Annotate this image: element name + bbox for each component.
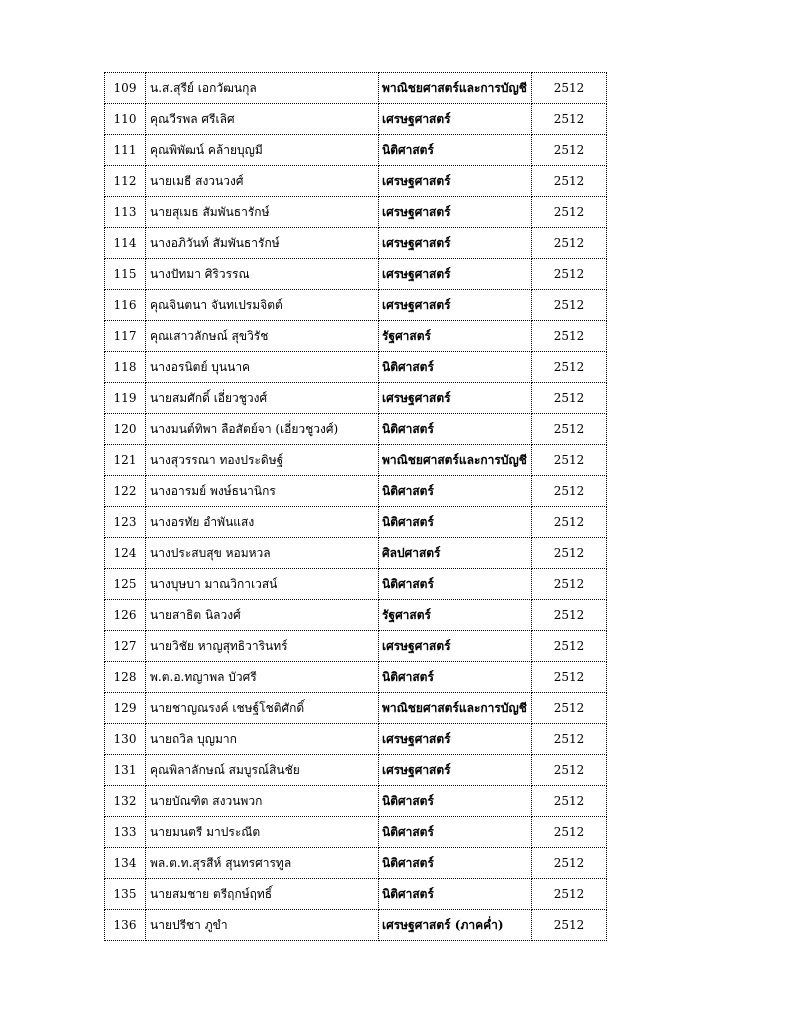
graduation-year: 2512 — [532, 817, 607, 848]
graduation-year: 2512 — [532, 476, 607, 507]
graduation-year: 2512 — [532, 786, 607, 817]
graduation-year: 2512 — [532, 445, 607, 476]
table-row — [105, 724, 607, 755]
graduation-year: 2512 — [532, 321, 607, 352]
faculty-name: นิติศาสตร์ — [379, 507, 532, 538]
person-name: นายสุเมธ สัมพันธารักษ์ — [146, 197, 379, 228]
table-row — [105, 321, 607, 352]
faculty-name: รัฐศาสตร์ — [379, 321, 532, 352]
table-row — [105, 352, 607, 383]
faculty-name: นิติศาสตร์ — [379, 848, 532, 879]
person-name: น.ส.สุรีย์ เอกวัฒนกุล — [146, 73, 379, 104]
row-number: 125 — [105, 569, 146, 600]
row-number: 122 — [105, 476, 146, 507]
table-row — [105, 476, 607, 507]
table-row — [105, 414, 607, 445]
row-number: 123 — [105, 507, 146, 538]
table-row — [105, 538, 607, 569]
faculty-name: เศรษฐศาสตร์ — [379, 228, 532, 259]
faculty-name: เศรษฐศาสตร์ — [379, 631, 532, 662]
person-name: พล.ต.ท.สุรสีห์ สุนทรศารทูล — [146, 848, 379, 879]
graduation-year: 2512 — [532, 755, 607, 786]
person-name: คุณพิพัฒน์ คล้ายบุญมี — [146, 135, 379, 166]
faculty-name: เศรษฐศาสตร์ — [379, 755, 532, 786]
table-row — [105, 104, 607, 135]
person-name: นายวิชัย หาญสุทธิวารินทร์ — [146, 631, 379, 662]
row-number: 119 — [105, 383, 146, 414]
faculty-name: นิติศาสตร์ — [379, 569, 532, 600]
alumni-table-body — [105, 73, 607, 941]
row-number: 116 — [105, 290, 146, 321]
faculty-name: นิติศาสตร์ — [379, 352, 532, 383]
person-name: นางอรทัย อำพันแสง — [146, 507, 379, 538]
row-number: 135 — [105, 879, 146, 910]
faculty-name: พาณิชยศาสตร์และการบัญชี — [379, 445, 532, 476]
row-number: 121 — [105, 445, 146, 476]
table-row — [105, 693, 607, 724]
row-number: 129 — [105, 693, 146, 724]
table-row — [105, 383, 607, 414]
row-number: 112 — [105, 166, 146, 197]
table-row — [105, 631, 607, 662]
person-name: นายสมศักดิ์ เอี่ยวชูวงศ์ — [146, 383, 379, 414]
row-number: 131 — [105, 755, 146, 786]
person-name: นางบุษบา มาณวิกาเวสน์ — [146, 569, 379, 600]
row-number: 110 — [105, 104, 146, 135]
graduation-year: 2512 — [532, 631, 607, 662]
table-row — [105, 755, 607, 786]
faculty-name: เศรษฐศาสตร์ — [379, 197, 532, 228]
alumni-table — [104, 72, 607, 941]
faculty-name: เศรษฐศาสตร์ — [379, 290, 532, 321]
faculty-name: พาณิชยศาสตร์และการบัญชี — [379, 693, 532, 724]
table-row — [105, 290, 607, 321]
graduation-year: 2512 — [532, 414, 607, 445]
faculty-name: ศิลปศาสตร์ — [379, 538, 532, 569]
person-name: นางอรนิตย์ บุนนาค — [146, 352, 379, 383]
graduation-year: 2512 — [532, 73, 607, 104]
person-name: นายสมชาย ตรีฤกษ์ฤทธิ์ — [146, 879, 379, 910]
faculty-name: รัฐศาสตร์ — [379, 600, 532, 631]
row-number: 109 — [105, 73, 146, 104]
row-number: 127 — [105, 631, 146, 662]
faculty-name: นิติศาสตร์ — [379, 817, 532, 848]
person-name: คุณเสาวลักษณ์ สุขวิรัช — [146, 321, 379, 352]
graduation-year: 2512 — [532, 600, 607, 631]
faculty-name: เศรษฐศาสตร์ — [379, 104, 532, 135]
person-name: คุณวีรพล ศรีเลิศ — [146, 104, 379, 135]
graduation-year: 2512 — [532, 724, 607, 755]
graduation-year: 2512 — [532, 135, 607, 166]
person-name: นางประสบสุข หอมหวล — [146, 538, 379, 569]
table-row — [105, 786, 607, 817]
faculty-name: นิติศาสตร์ — [379, 879, 532, 910]
row-number: 113 — [105, 197, 146, 228]
person-name: นายเมธี สงวนวงศ์ — [146, 166, 379, 197]
table-row — [105, 135, 607, 166]
table-row — [105, 600, 607, 631]
table-row — [105, 228, 607, 259]
table-row — [105, 507, 607, 538]
person-name: นายมนตรี มาประณีต — [146, 817, 379, 848]
graduation-year: 2512 — [532, 662, 607, 693]
graduation-year: 2512 — [532, 879, 607, 910]
row-number: 132 — [105, 786, 146, 817]
table-row — [105, 662, 607, 693]
graduation-year: 2512 — [532, 569, 607, 600]
graduation-year: 2512 — [532, 693, 607, 724]
person-name: นายถวิล บุญมาก — [146, 724, 379, 755]
person-name: นายชาญณรงค์ เชษฐ์โชติศักดิ์ — [146, 693, 379, 724]
person-name: นางอารมย์ พงษ์ธนานิกร — [146, 476, 379, 507]
row-number: 118 — [105, 352, 146, 383]
faculty-name: เศรษฐศาสตร์ (ภาคค่ำ) — [379, 910, 532, 941]
row-number: 126 — [105, 600, 146, 631]
faculty-name: พาณิชยศาสตร์และการบัญชี — [379, 73, 532, 104]
row-number: 111 — [105, 135, 146, 166]
table-row — [105, 879, 607, 910]
table-row — [105, 569, 607, 600]
row-number: 124 — [105, 538, 146, 569]
graduation-year: 2512 — [532, 104, 607, 135]
table-row — [105, 817, 607, 848]
row-number: 114 — [105, 228, 146, 259]
graduation-year: 2512 — [532, 507, 607, 538]
graduation-year: 2512 — [532, 197, 607, 228]
faculty-name: นิติศาสตร์ — [379, 662, 532, 693]
row-number: 133 — [105, 817, 146, 848]
person-name: นายปรีชา ภูขำ — [146, 910, 379, 941]
table-row — [105, 910, 607, 941]
faculty-name: เศรษฐศาสตร์ — [379, 259, 532, 290]
faculty-name: เศรษฐศาสตร์ — [379, 166, 532, 197]
faculty-name: เศรษฐศาสตร์ — [379, 724, 532, 755]
table-row — [105, 445, 607, 476]
table-row — [105, 197, 607, 228]
table-row — [105, 166, 607, 197]
row-number: 130 — [105, 724, 146, 755]
row-number: 134 — [105, 848, 146, 879]
row-number: 117 — [105, 321, 146, 352]
table-row — [105, 73, 607, 104]
faculty-name: นิติศาสตร์ — [379, 414, 532, 445]
person-name: นายบัณฑิต สงวนพวก — [146, 786, 379, 817]
row-number: 120 — [105, 414, 146, 445]
graduation-year: 2512 — [532, 259, 607, 290]
graduation-year: 2512 — [532, 910, 607, 941]
graduation-year: 2512 — [532, 352, 607, 383]
person-name: นางมนต์ทิพา ลือสัตย์จา (เอี่ยวชูวงศ์) — [146, 414, 379, 445]
table-row — [105, 259, 607, 290]
person-name: นางอภิวันท์ สัมพันธารักษ์ — [146, 228, 379, 259]
graduation-year: 2512 — [532, 166, 607, 197]
faculty-name: นิติศาสตร์ — [379, 786, 532, 817]
person-name: คุณจินตนา จันทเปรมจิตต์ — [146, 290, 379, 321]
person-name: นางปัทมา ศิริวรรณ — [146, 259, 379, 290]
graduation-year: 2512 — [532, 383, 607, 414]
person-name: พ.ต.อ.ทญาพล บัวศรี — [146, 662, 379, 693]
person-name: นางสุวรรณา ทองประดิษฐ์ — [146, 445, 379, 476]
faculty-name: นิติศาสตร์ — [379, 135, 532, 166]
row-number: 136 — [105, 910, 146, 941]
person-name: คุณพิลาลักษณ์ สมบูรณ์สินชัย — [146, 755, 379, 786]
row-number: 115 — [105, 259, 146, 290]
faculty-name: เศรษฐศาสตร์ — [379, 383, 532, 414]
faculty-name: นิติศาสตร์ — [379, 476, 532, 507]
row-number: 128 — [105, 662, 146, 693]
person-name: นายสาธิต นิลวงศ์ — [146, 600, 379, 631]
graduation-year: 2512 — [532, 290, 607, 321]
graduation-year: 2512 — [532, 228, 607, 259]
table-row — [105, 848, 607, 879]
graduation-year: 2512 — [532, 538, 607, 569]
graduation-year: 2512 — [532, 848, 607, 879]
